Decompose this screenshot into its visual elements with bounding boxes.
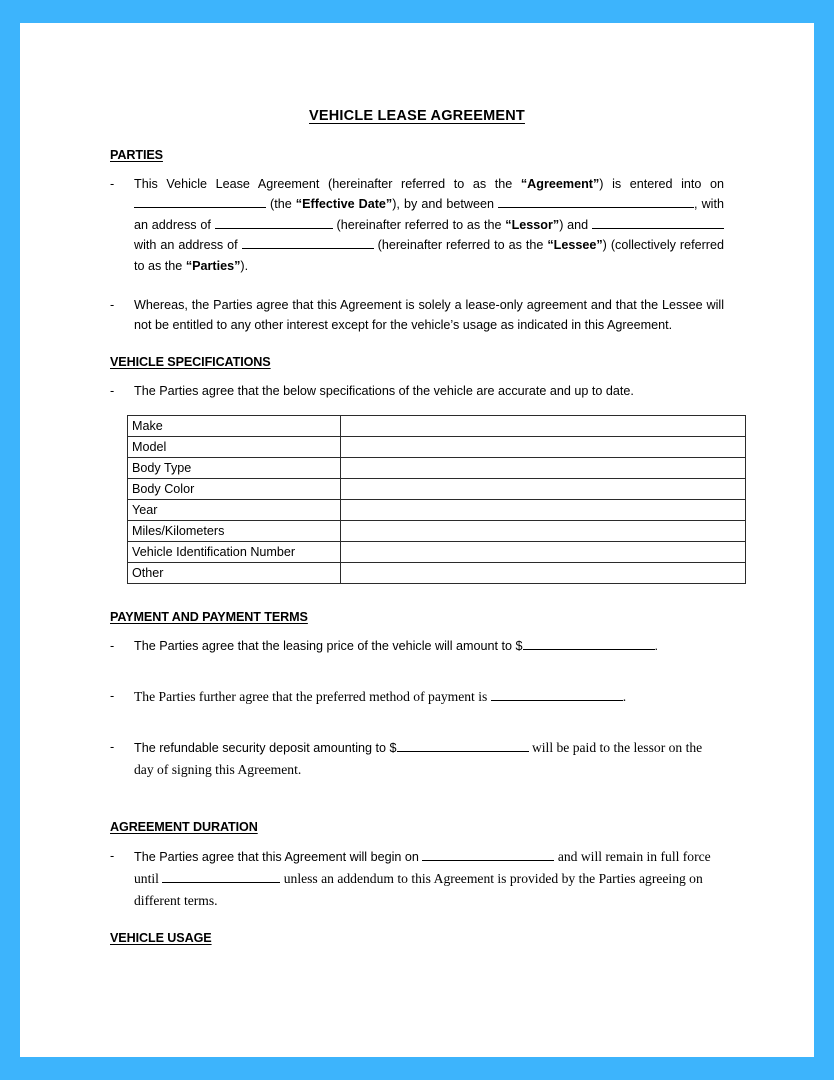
vehicle-specifications-bullet-1-text: The Parties agree that the below specifications of the vehicle are accurate and up to date. <box>134 383 634 398</box>
section-heading-agreement-duration: AGREEMENT DURATION <box>110 819 258 834</box>
spacer <box>110 794 724 820</box>
bullet-marker: - <box>110 688 115 703</box>
bullet-marker: - <box>110 639 115 654</box>
text-fragment: , with an address of <box>134 197 724 232</box>
spec-label-model: Model <box>128 437 341 458</box>
term-lessee: “Lessee” <box>547 238 603 253</box>
payment-bullet-3 <box>110 737 724 781</box>
spec-label-body-type: Body Type <box>128 458 341 479</box>
table-row <box>128 437 746 458</box>
spacer <box>110 670 724 686</box>
table-row <box>128 458 746 479</box>
parties-bullet-2 <box>110 295 724 336</box>
blank-lessor-name[interactable] <box>498 207 694 208</box>
text-fragment: ), by and between <box>392 197 499 212</box>
section-heading-parties: PARTIES <box>110 148 163 162</box>
text-fragment: (the <box>266 197 296 212</box>
payment-bullet-1-text <box>134 636 724 656</box>
text-fragment: . <box>622 688 627 704</box>
section-heading-payment: PAYMENT AND PAYMENT TERMS <box>110 610 308 625</box>
table-row <box>128 542 746 563</box>
text-fragment: (hereinafter referred to as the <box>332 217 506 232</box>
text-fragment: unless an addendum to this Agreement is provided by the Parties agreeing on different terms. <box>134 870 703 908</box>
payment-bullet-1 <box>110 636 724 656</box>
spec-value-year[interactable] <box>341 500 746 521</box>
document-body <box>110 108 724 957</box>
bullet-marker: - <box>110 383 115 398</box>
blank-leasing-price[interactable] <box>523 649 655 650</box>
text-fragment: The refundable security deposit amounting to $ <box>134 740 397 755</box>
section-heading-vehicle-specifications: VEHICLE SPECIFICATIONS <box>110 354 271 369</box>
text-fragment: ) and <box>559 217 592 232</box>
table-row <box>128 479 746 500</box>
page-title: VEHICLE LEASE AGREEMENT <box>309 108 525 124</box>
table-row <box>128 521 746 542</box>
spec-label-vin: Vehicle Identification Number <box>128 542 341 563</box>
spec-label-body-color: Body Color <box>128 479 341 500</box>
parties-bullet-1 <box>110 174 724 276</box>
term-agreement: “Agreement” <box>520 177 600 191</box>
text-fragment: ) (collectively referred to as the <box>134 238 724 273</box>
blank-security-deposit[interactable] <box>397 751 529 752</box>
parties-bullet-2-text: Whereas, the Parties agree that this Agreement is solely a lease-only agreement and that the Lessee will not be entitled to any other interest except for the vehicle’s usage as indicated in this Agreement. <box>134 297 724 333</box>
text-fragment: . <box>654 639 659 654</box>
spec-value-body-type[interactable] <box>341 458 746 479</box>
spec-label-make: Make <box>128 416 341 437</box>
blank-payment-method[interactable] <box>491 700 623 701</box>
section-heading-vehicle-usage: VEHICLE USAGE <box>110 930 212 945</box>
agreement-duration-bullet-1 <box>110 846 724 912</box>
bullet-marker: - <box>110 297 115 312</box>
vehicle-specifications-bullet-1 <box>110 381 724 401</box>
spec-value-vin[interactable] <box>341 542 746 563</box>
text-fragment: The Parties agree that this Agreement will begin on <box>134 849 423 864</box>
spec-value-body-color[interactable] <box>341 479 746 500</box>
spec-value-make[interactable] <box>341 416 746 437</box>
text-fragment: ) is entered into on <box>599 177 724 191</box>
payment-bullet-2-text <box>134 686 724 708</box>
blank-end-date[interactable] <box>162 882 280 883</box>
table-body <box>128 416 746 584</box>
blank-effective-date[interactable] <box>134 207 266 208</box>
text-fragment: (hereinafter referred to as the <box>373 238 548 253</box>
spec-value-miles-kilometers[interactable] <box>341 521 746 542</box>
spacer <box>110 721 724 737</box>
text-fragment: with an address of <box>134 238 242 253</box>
spec-label-other: Other <box>128 563 341 584</box>
agreement-duration-bullet-1-text <box>134 846 724 912</box>
text-fragment: This Vehicle Lease Agreement (hereinafter referred to as the <box>134 177 521 191</box>
text-fragment: The Parties agree that the leasing price of the vehicle will amount to $ <box>134 639 523 654</box>
table-row <box>128 500 746 521</box>
spec-label-year: Year <box>128 500 341 521</box>
blank-lessee-address[interactable] <box>242 248 374 249</box>
table-row <box>128 563 746 584</box>
payment-bullet-2 <box>110 686 724 708</box>
term-lessor: “Lessor” <box>505 217 560 232</box>
spacer <box>110 584 724 610</box>
spec-label-miles-kilometers: Miles/Kilometers <box>128 521 341 542</box>
blank-start-date[interactable] <box>422 860 554 861</box>
bullet-marker: - <box>110 177 115 191</box>
bullet-marker: - <box>110 848 115 863</box>
document-page <box>20 23 814 1057</box>
table-row <box>128 416 746 437</box>
blank-lessee-name[interactable] <box>592 228 724 229</box>
blank-lessor-address[interactable] <box>215 228 333 229</box>
text-fragment: will be paid to the lessor on the day of signing this Agreement. <box>134 739 703 777</box>
spec-value-model[interactable] <box>341 437 746 458</box>
text-fragment: and will remain in full force until <box>134 848 711 886</box>
payment-bullet-3-text <box>134 737 724 781</box>
spec-value-other[interactable] <box>341 563 746 584</box>
bullet-marker: - <box>110 739 115 754</box>
text-fragment: The Parties further agree that the preferred method of payment is <box>134 688 491 704</box>
term-parties: “Parties” <box>185 258 241 273</box>
term-effective-date: “Effective Date” <box>295 197 393 212</box>
text-fragment: ). <box>240 258 249 273</box>
vehicle-specifications-table <box>127 415 746 584</box>
parties-bullet-1-text <box>134 174 724 276</box>
